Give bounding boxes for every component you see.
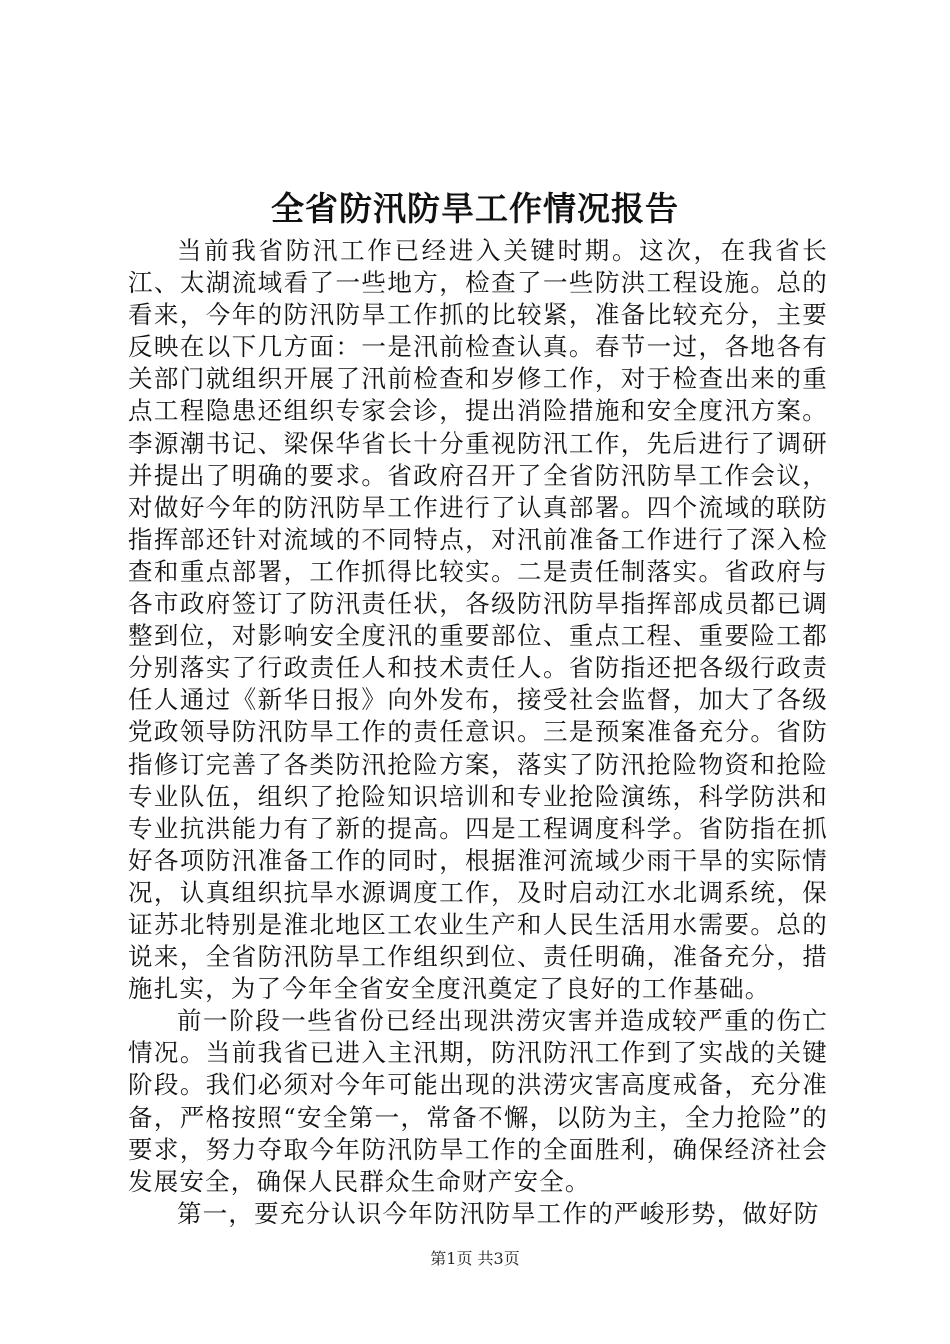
page-footer: 第1页 共3页 [430,1249,520,1268]
paragraph-3: 第一，要充分认识今年防汛防旱工作的严峻形势，做好防 [177,1198,820,1228]
paragraph-1: 当前我省防汛工作已经进入关键时期。这次，在我省长江、太湖流域看了一些地方，检查了一些防洪工程设施。总的看来，今年的防汛防旱工作抓的比较紧，准备比较充分，主要反映在以下几方面：一是汛前检查认真。春节一过，各地各有关部门就组织开展了汛前检查和岁修工作，对于检查出来的重点工程隐患还组织专家会诊，提出消险措施和安全度汛方案。李源潮书记、梁保华省长十分重视防汛工作，先后进行了调研并提出了明确的要求。省政府召开了全省防汛防旱工作会议，对做好今年的防汛防旱工作进行了认真部署。四个流域的联防指挥部还针对流域的不同特点，对汛前准备工作进行了深入检查和重点部署，工作抓得比较实。二是责任制落实。省政府与各市政府签订了防汛责任状，各级防汛防旱指挥部成员都已调整到位，对影响安全度汛的重要部位、重点工程、重要险工都分别落实了行政责任人和技术责任人。省防指还把各级行政责任人通过《新华日报》向外发布，接受社会监督，加大了各级党政领导防汛防旱工作的责任意识。三是预案准备充分。省防指修订完善了各类防汛抢险方案，落实了防汛抢险物资和抢险专业队伍，组织了抢险知识培训和专业抢险演练，科学防洪和专业抗洪能力有了新的提高。四是工程调度科学。省防指在抓好各项防汛准备工作的同时，根据淮河流域少雨干旱的实际情况，认真组织抗旱水源调度工作，及时启动江水北调系统，保证苏北特别是淮北地区工农业生产和人民生活用水需要。总的说来，全省防汛防旱工作组织到位、责任明确，准备充分，措施扎实，为了今年全省安全度汛奠定了良好的工作基础。 [128,236,828,1004]
document-title: 全省防汛防旱工作情况报告 [271,189,679,228]
document-body [128,235,828,1230]
paragraph-2: 前一阶段一些省份已经出现洪涝灾害并造成较严重的伤亡情况。当前我省已进入主汛期，防汛防汛工作到了实战的关键阶段。我们必须对今年可能出现的洪涝灾害高度戒备，充分准备，严格按照“安全第一，常备不懈，以防为主，全力抢险”的要求，努力夺取今年防汛防旱工作的全面胜利，确保经济社会发展安全，确保人民群众生命财产安全。 [128,1006,828,1196]
